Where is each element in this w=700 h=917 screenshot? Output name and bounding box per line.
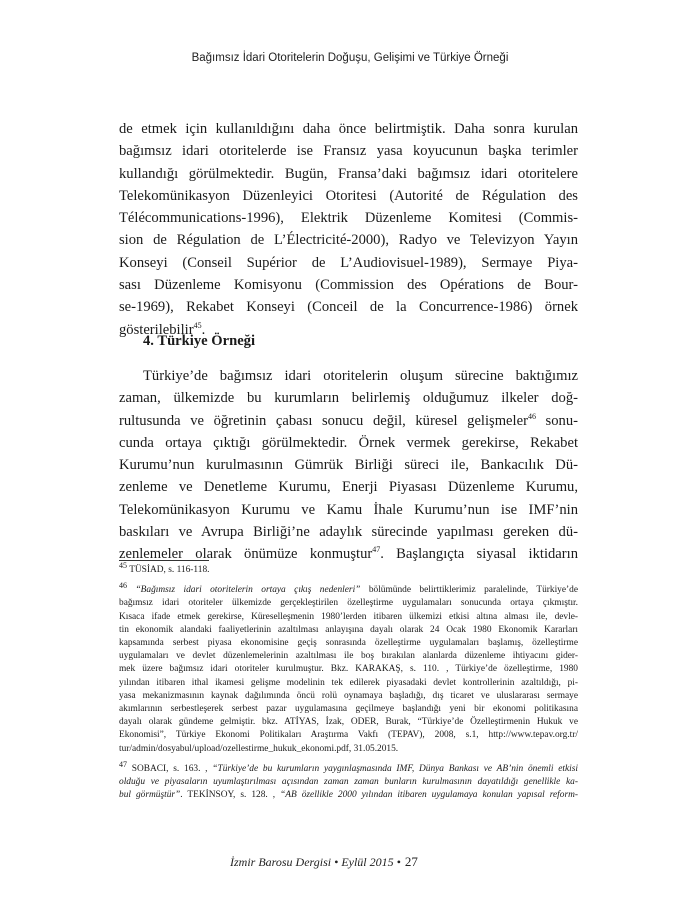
text-line: de etmek için kullanıldığını daha önce belirtmiştik. Daha sonra kurulan: [119, 121, 578, 137]
text-line: bağımsız idari otoritelerde ise Fransız yasa koyucunun başka terimler: [119, 143, 578, 160]
text-line: [119, 560, 578, 577]
footnote-45: [119, 560, 578, 577]
text-line: zenleme ve Denetleme Kurumu, Enerji Piyasası Düzenleme Kurumu,: [119, 479, 578, 496]
italic-text: “AB özellikle 2000 yılından itibaren uygulamaya konulan yapısal reform-: [280, 790, 579, 801]
text-line: uygulamaları ve devlet düzenlemelerinin azaltılması ile boş bırakılan alanlarda düzenleme ihtiyacını gider-: [119, 651, 578, 662]
running-head: Bağımsız İdari Otoritelerin Doğuşu, Gelişimi ve Türkiye Örneği: [191, 52, 509, 64]
italic-text: “Bağımsız idari otoritelerin ortaya çıkış nedenleri”: [135, 585, 361, 596]
footnotes: [119, 560, 579, 809]
page-number: 27: [404, 854, 418, 869]
text-line: yasa mekanizmasının kaynak dağılımında öncü rolü oynamaya başladığı, dış ticaret ve uluslararası sermaye: [119, 690, 578, 701]
text-line: [119, 789, 578, 802]
journal-name: İzmir Barosu Dergisi • Eylül 2015 •: [230, 855, 401, 869]
text-line: mek üzere bağımsız idari otoriteler kurulmuştur. Bkz. KARAKAŞ, s. 110. , Türkiye’de özelleştirme, 1980: [119, 664, 578, 675]
text-line: sası Düzenleme Komisyonu (Commission des Opérations de Bour-: [119, 277, 578, 294]
paragraph-2: [119, 365, 578, 566]
text-line: yılından itibaren ithal ikamesi gelişme modelinin tek edilerek piyasadaki devlet kontrollerinin azaltıldığı, pi-: [119, 677, 578, 688]
text-fragment: bölümünde belirttiklerimiz paralelinde, Türkiye’de: [360, 585, 578, 596]
section-heading: 4. Türkiye Örneği: [143, 333, 256, 349]
text-fragment: . TEKİNSOY, s. 128. ,: [180, 790, 281, 801]
text-line: gösterilebilir$^{45}$.: [119, 320, 206, 338]
text-fragment: SOBACI, s. 163. ,: [131, 763, 213, 774]
text-line: Ekonomisi”, Türkiye Ekonomi Politikaları Araştırma Vakfı (TEPAV), 2008, s.1, http://www.tepav.org.tr/: [119, 730, 578, 741]
italic-text: olduğu ve piyasaların uyumlaştırılması açısından zaman zaman bunların kurulmasının dayatıldığı genellikle ka-: [119, 777, 578, 788]
text-fragment: sonu-: [535, 412, 578, 429]
text-fragment: gösterilebilir: [119, 321, 194, 338]
text-line: se-1969), Rekabet Konseyi (Conceil de la Concurrence-1986) örnek: [119, 299, 578, 316]
text-line: tin ekonomik alandaki faaliyetlerinin azaltılması anlayışına dayalı olarak 24 Ocak 1980 Ekonomik Kararları: [119, 624, 578, 635]
footnote-47: [119, 759, 579, 803]
footnote-number: 47: [119, 759, 127, 769]
text-line: Telekomünikasyon Kurumu ve Kamu İhale Kurumu’nun ise IMF’nin: [119, 501, 578, 518]
page-footer: [230, 854, 418, 870]
footnote-number: 46: [119, 581, 127, 591]
text-line: cunda ortaya çıktığı görülmektedir. Örnek vermek gerekirse, Rekabet: [119, 434, 578, 451]
footnote-46: [119, 581, 578, 756]
text-line: [119, 776, 578, 789]
paragraph-1: [119, 118, 578, 341]
footnote-ref[interactable]: 45: [193, 320, 202, 330]
footnote-number: 45: [119, 560, 127, 570]
footnote-ref[interactable]: 47: [372, 545, 381, 555]
text-fragment: zenlemeler olarak önümüze konmuştur: [119, 546, 373, 563]
text-line: dayalı olarak gündeme gelmiştir. bkz. ATİYAS, İzak, ODER, Burak, “Türkiye’de Özelleştirmenin Hukuk ve: [119, 717, 578, 728]
text-line: [119, 365, 578, 387]
text-fragment: . Başlangıçta siyasal iktidarın: [380, 546, 578, 563]
text-line: Kurumu’nun kurulmasının Gümrük Birliği süreci ile, Bankacılık Dü-: [119, 457, 578, 474]
text-line: bağımsız idari otoriteler ülkemizde gerçekleştirilen özelleştirme uygulamaları sonucunda ortaya çıkmıştır.: [119, 598, 578, 609]
text-line: baskıları ve Avrupa Birliği’ne adaylık sürecinde yapılması gereken dü-: [119, 524, 578, 541]
italic-text: “Türkiye’de bu kurumların yaygınlaşmasında IMF, Dünya Bankası ve AB’nin önemli etkisi: [212, 763, 579, 774]
text-fragment: Türkiye’de bağımsız idari otoritelerin oluşum sürecine baktığımız: [143, 368, 578, 384]
text-line: tur/admin/dosyabul/upload/ozellestirme_hukuk_ekonomi.pdf, 31.05.2015.: [119, 743, 399, 754]
text-line: Telekomünikasyon Düzenleyici Otoritesi (Autorité de Régulation des: [119, 187, 578, 204]
text-line: [119, 410, 578, 432]
text-line: [119, 581, 578, 597]
text-line: [119, 543, 578, 565]
text-line: [119, 759, 579, 776]
text-line: Kısaca ifade etmek gerekirse, Küreselleşmenin 1980’lerden itibaren ülkemizi etkisi altına alması ile, devle-: [119, 611, 578, 622]
footnote-ref[interactable]: 46: [527, 411, 536, 421]
text-line: kapsamında serbest piyasa ekonomisine geçiş sonrasında özelleştirme uygulamaları başlamış, özelleştirme: [119, 638, 578, 649]
text-line: Télécommunications-1996), Elektrik Düzenleme Komitesi (Commis-: [119, 210, 578, 227]
text-line: sion de Régulation de L’Électricité-2000), Radyo ve Televizyon Yayın: [119, 232, 578, 249]
footnote-divider: [119, 560, 209, 561]
text-line: zaman, ülkemizde bu kurumların belirlemiş olduğumuz ilkeler doğ-: [119, 390, 578, 407]
italic-text: bul görmüştür”: [119, 790, 181, 801]
text-line: Konseyi (Conseil Supérior de L’Audiovisuel-1989), Sermaye Piya-: [119, 254, 578, 271]
footnote-text: TÜSİAD, s. 116-118.: [129, 565, 210, 575]
text-line: akımlarının serbestleşerek serbest pazar uygulamasına geçilmeye başlandığı yeni bir ekonomi politikasına: [119, 704, 578, 715]
text-fragment: rultusunda ve öğretinin çabası sonucu değil, küresel gelişmeler: [119, 412, 528, 429]
text-line: kullandığı görülmektedir. Bugün, Fransa’daki bağımsız idari otoritelere: [119, 165, 578, 182]
